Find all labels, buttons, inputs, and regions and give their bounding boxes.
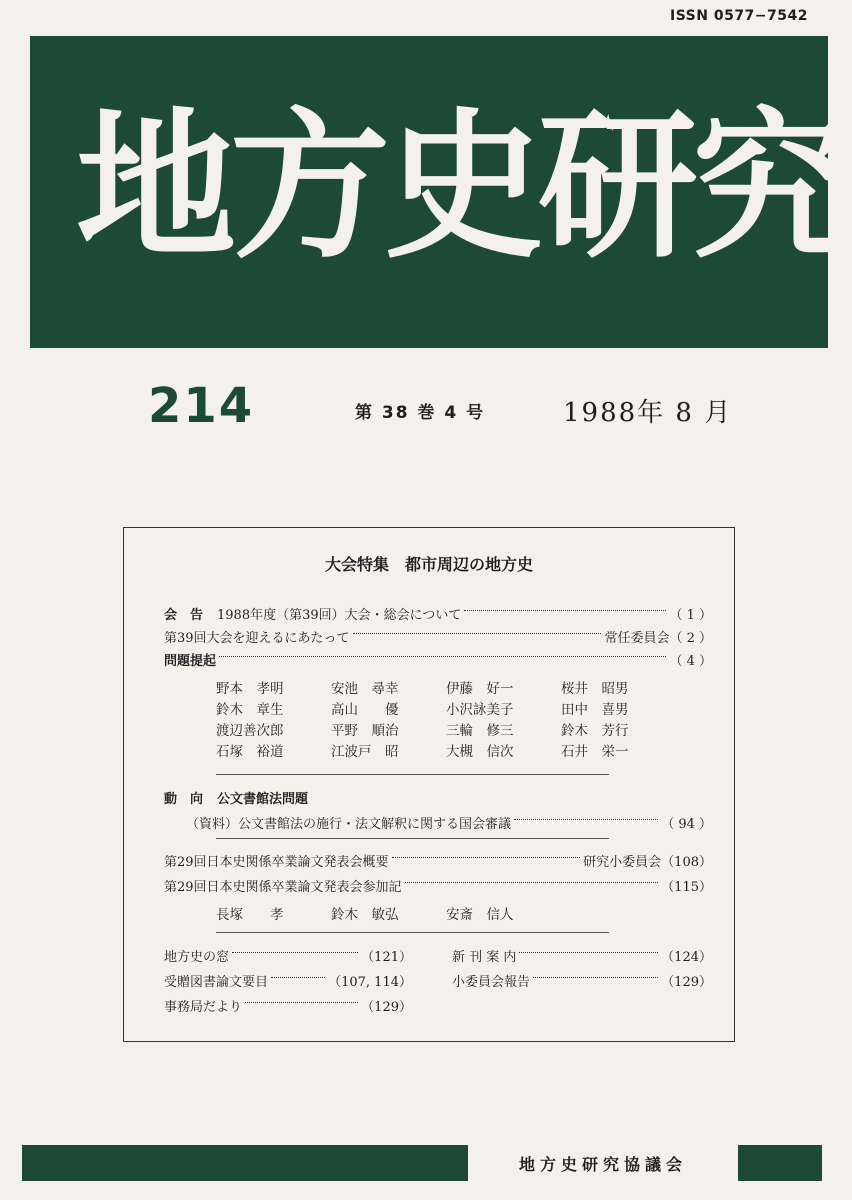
- toc-author: 研究小委員会: [583, 855, 662, 870]
- toc-entry-doukou: [164, 788, 712, 807]
- toc-page: （115）: [661, 880, 712, 895]
- toc-entry-title: 公文書館法問題: [217, 792, 309, 807]
- volume-number: 第 38 巻 4 号: [355, 403, 486, 423]
- toc-heading: 大会特集 都市周辺の地方史: [324, 555, 533, 574]
- footer-bar-left: [22, 1145, 468, 1181]
- toc-misc-juzo: 受贈図書論文要目 （107, 114）: [164, 975, 412, 990]
- toc-page: （ 4 ）: [669, 654, 712, 669]
- toc-page: （108）: [661, 855, 712, 870]
- toc-label: 問題提起: [164, 654, 217, 669]
- publisher-name: 地方史研究協議会: [468, 1145, 738, 1181]
- toc-label: 動 向: [164, 792, 204, 807]
- toc-entry-sotsuron-sanka: [164, 876, 712, 895]
- issn-number: ISSN 0577−7542: [670, 8, 808, 24]
- title-banner: [30, 36, 847, 348]
- toc-entry-kaikoku: [164, 604, 712, 623]
- toc-entry-text: 第29回日本史関係卒業論文発表会参加記: [164, 880, 402, 895]
- toc-entry-text: 第39回大会を迎えるにあたって: [164, 631, 350, 646]
- toc-page: （ 1 ）: [669, 608, 712, 623]
- divider: [216, 774, 609, 775]
- author-row: 鈴木 章生 高山 優 小沢詠美子 田中 喜男: [216, 701, 629, 718]
- toc-misc-madoe: 地方史の窓 （121）: [164, 950, 412, 965]
- toc-entry-text: 第29回日本史関係卒業論文発表会概要: [164, 855, 389, 870]
- issue-date: 1988年 8 月: [563, 398, 733, 428]
- divider: [216, 932, 609, 933]
- journal-title: 地方史研究: [76, 92, 847, 280]
- sotsuron-authors: 長塚 孝 鈴木 敏弘 安斎 信人: [216, 906, 514, 923]
- table-of-contents: [123, 527, 735, 1042]
- toc-label: 会 告: [164, 608, 204, 623]
- issue-number: 214: [148, 378, 255, 434]
- toc-entry-text: （資料）公文書館法の施行・法文解釈に関する国会審議: [186, 817, 512, 832]
- toc-misc-shoiinkai: 小委員会報告 （129）: [452, 975, 712, 990]
- toc-entry-welcome: [164, 627, 712, 646]
- author-row: 石塚 裕道 江波戸 昭 大槻 信次 石井 栄一: [216, 743, 629, 760]
- toc-page: （ 94 ）: [661, 817, 712, 832]
- author-row: 渡辺善次郎 平野 順治 三輪 修三 鈴木 芳行: [216, 722, 629, 739]
- toc-entry-mondai: [164, 650, 712, 669]
- mondai-authors: [216, 676, 676, 760]
- author-row: 野本 孝明 安池 尋幸 伊藤 好一 桜井 昭男: [216, 680, 629, 697]
- toc-author: 常任委員会: [604, 631, 670, 646]
- toc-misc-jimukyoku: 事務局だより （129）: [164, 1000, 412, 1015]
- footer-bar-right: [738, 1145, 822, 1181]
- toc-misc-shinkan: 新 刊 案 内 （124）: [452, 950, 712, 965]
- toc-page: （ 2 ）: [669, 631, 712, 646]
- toc-entry-text: 1988年度（第39回）大会・総会について: [217, 608, 462, 623]
- divider: [216, 838, 609, 839]
- toc-entry-shiryo: [186, 813, 712, 832]
- toc-entry-sotsuron-gaiyo: [164, 851, 712, 870]
